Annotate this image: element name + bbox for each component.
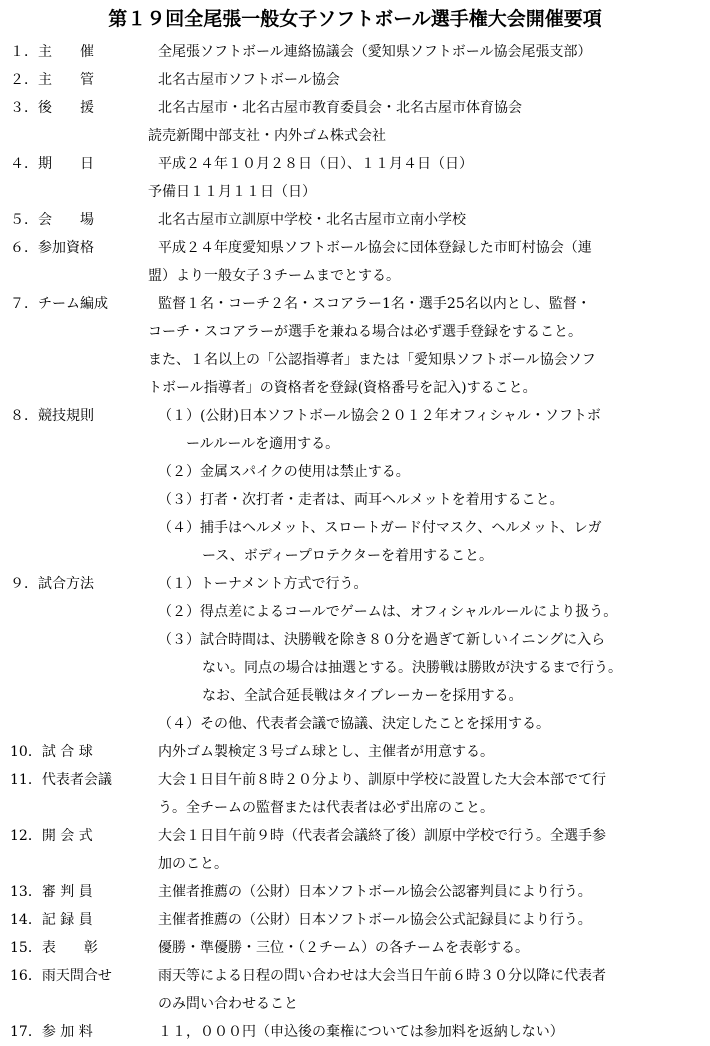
item-text: のみ問い合わせること [158, 996, 298, 1012]
item-body [158, 906, 702, 934]
item-text: 盟）より一般女子３チームまでとする。 [148, 268, 400, 284]
item-representatives-meeting [0, 766, 710, 822]
item-text: 予備日１１月１１日（日） [148, 184, 316, 200]
item-venue [0, 206, 710, 234]
item-text: トボール指導者」の資格者を登録(資格番号を記入)すること。 [148, 380, 537, 396]
item-text: （２）得点差によるコールでゲームは、オフィシャルルールにより扱う。 [158, 604, 618, 620]
item-text: ない。同点の場合は抽選とする。決勝戦は勝敗が決するまで行う。 [202, 660, 622, 676]
item-label: ５．会 場 [10, 212, 94, 228]
item-label: 10．試 合 球 [10, 744, 93, 760]
item-body [158, 206, 702, 234]
item-label: 13．審 判 員 [10, 884, 93, 900]
item-body [158, 878, 702, 906]
item-label: 11．代表者会議 [10, 772, 112, 788]
item-scorers [0, 906, 710, 934]
item-text: 平成２４年度愛知県ソフトボール協会に団体登録した市町村協会（連 [158, 240, 592, 256]
item-body [158, 1018, 702, 1046]
item-text: 平成２４年１０月２８日（日）、１１月４日（日） [158, 156, 473, 172]
item-text: 雨天等による日程の問い合わせは大会当日午前６時３０分以降に代表者 [158, 968, 606, 984]
item-label: 17．参 加 料 [10, 1024, 93, 1040]
item-text: （３）打者・次打者・走者は、両耳ヘルメットを着用すること。 [158, 492, 564, 508]
item-label: ９．試合方法 [10, 576, 94, 592]
item-text: また、１名以上の「公認指導者」または「愛知県ソフトボール協会ソフ [148, 352, 596, 368]
item-support [0, 94, 710, 150]
item-text: 北名古屋市ソフトボール協会 [158, 72, 340, 88]
item-body [158, 66, 702, 94]
item-team-composition [0, 290, 710, 402]
item-text: 大会１日目午前９時（代表者会議終了後）訓原中学校で行う。全選手参 [158, 828, 606, 844]
item-label: 15．表 彰 [10, 940, 98, 956]
item-label: ３．後 援 [10, 100, 94, 116]
item-text: （４）捕手はヘルメット、スロートガード付マスク、ヘルメット、レガ [158, 520, 602, 536]
item-opening-ceremony [0, 822, 710, 878]
item-management [0, 66, 710, 94]
item-text: 主催者推薦の（公財）日本ソフトボール協会公式記録員により行う。 [158, 912, 592, 928]
item-body [158, 962, 702, 1018]
item-dates [0, 150, 710, 206]
item-body [148, 94, 702, 150]
item-label: 16．雨天問合せ [10, 968, 112, 984]
item-match-ball [0, 738, 710, 766]
item-label: ２．主 管 [10, 72, 94, 88]
item-text: 読売新聞中部支社・内外ゴム株式会社 [148, 128, 386, 144]
item-text: （１）(公財)日本ソフトボール協会２０１２年オフィシャル・ソフトボ [158, 408, 601, 424]
item-body [148, 234, 702, 290]
item-text: 加のこと。 [158, 856, 228, 872]
item-text: （４）その他、代表者会議で協議、決定したことを採用する。 [158, 716, 550, 732]
item-text: 内外ゴム製検定３号ゴム球とし、主催者が用意する。 [158, 744, 494, 760]
item-text: ールルールを適用する。 [186, 436, 340, 452]
item-umpires [0, 878, 710, 906]
item-text: 主催者推薦の（公財）日本ソフトボール協会公認審判員により行う。 [158, 884, 592, 900]
item-label: １．主 催 [10, 44, 94, 60]
item-match-format [0, 570, 710, 738]
item-text: ース、ボディープロテクターを着用すること。 [202, 548, 494, 564]
item-text: （３）試合時間は、決勝戦を除き８０分を過ぎて新しいイニングに入ら [158, 632, 606, 648]
item-body [158, 402, 702, 570]
item-body [158, 738, 702, 766]
item-text: １１，０００円（申込後の棄権については参加料を返納しない） [158, 1024, 564, 1040]
requirements-list [0, 38, 710, 1046]
document-title: 第１９回全尾張一般女子ソフトボール選手権大会開催要項 [108, 8, 602, 30]
item-rain-inquiry [0, 962, 710, 1018]
item-body [158, 766, 702, 822]
item-awards [0, 934, 710, 962]
item-text: （１）トーナメント方式で行う。 [158, 576, 368, 592]
item-body [158, 822, 702, 878]
item-text: コーチ・スコアラーが選手を兼ねる場合は必ず選手登録をすること。 [148, 324, 582, 340]
item-game-rules [0, 402, 710, 570]
item-text: 全尾張ソフトボール連絡協議会（愛知県ソフトボール協会尾張支部） [158, 44, 592, 60]
item-body [148, 150, 702, 206]
item-body [158, 38, 702, 66]
item-label: ７．チーム編成 [10, 296, 108, 312]
item-body [148, 290, 702, 402]
item-text: なお、全試合延長戦はタイブレーカーを採用する。 [202, 688, 523, 704]
item-body [158, 934, 702, 962]
item-organizer [0, 38, 710, 66]
item-text: う。全チームの監督または代表者は必ず出席のこと。 [158, 800, 494, 816]
item-label: ４．期 日 [10, 156, 94, 172]
item-body [158, 570, 702, 738]
item-eligibility [0, 234, 710, 290]
item-label: ６．参加資格 [10, 240, 94, 256]
item-text: （２）金属スパイクの使用は禁止する。 [158, 464, 410, 480]
item-text: 監督１名・コーチ２名・スコアラー1名・選手25名以内とし、監督・ [158, 296, 591, 312]
item-entry-fee [0, 1018, 710, 1046]
item-text: 優勝・準優勝・三位・（２チーム）の各チームを表彰する。 [158, 940, 529, 956]
item-label: 12．開 会 式 [10, 828, 93, 844]
item-text: 北名古屋市立訓原中学校・北名古屋市立南小学校 [158, 212, 466, 228]
item-text: 北名古屋市・北名古屋市教育委員会・北名古屋市体育協会 [158, 100, 522, 116]
item-label: ８．競技規則 [10, 408, 94, 424]
item-text: 大会１日目午前８時２０分より、訓原中学校に設置した大会本部でて行 [158, 772, 606, 788]
item-label: 14．記 録 員 [10, 912, 93, 928]
